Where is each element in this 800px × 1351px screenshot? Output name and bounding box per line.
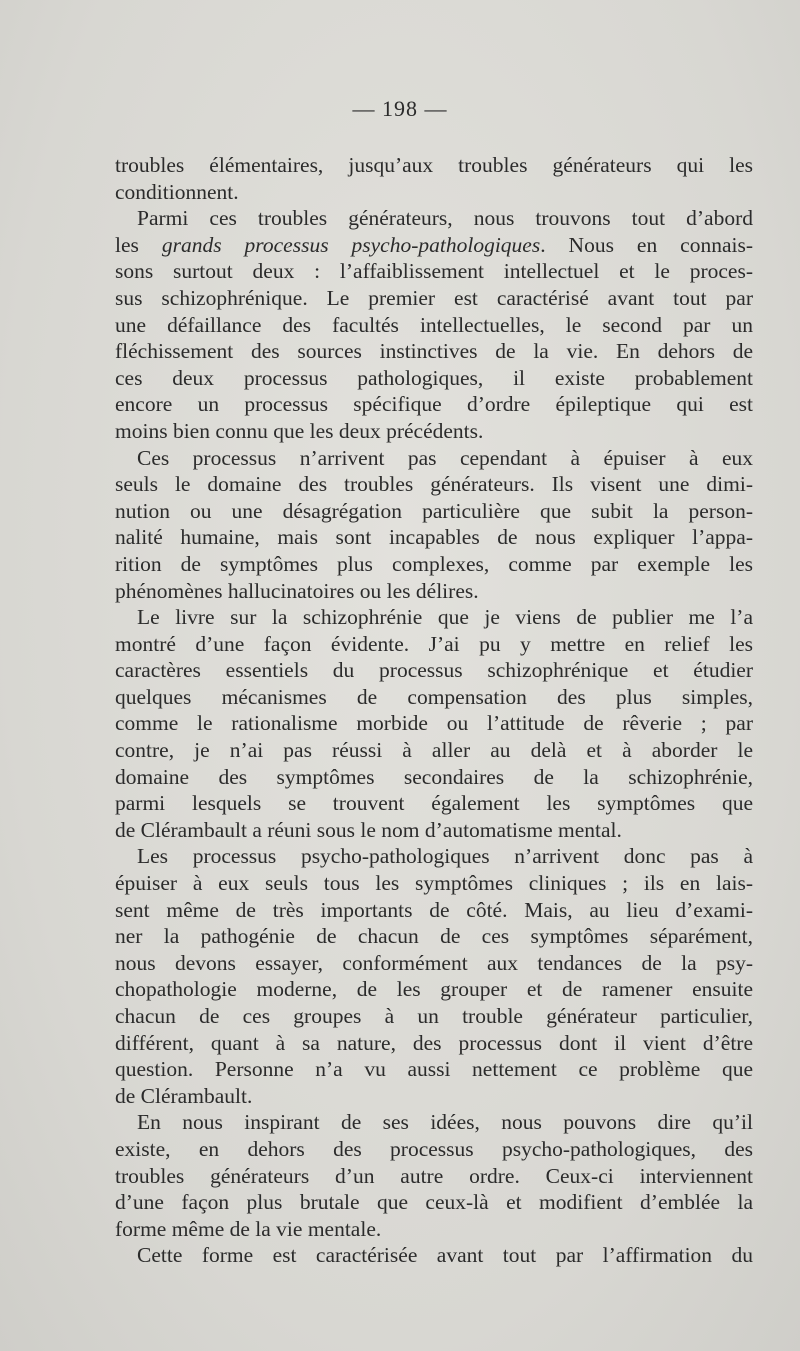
text-line: épuiser à eux seuls tous les symptômes cliniques ; ils en lais- xyxy=(115,871,753,896)
text-line: chopathologie moderne, de les grouper et de ramener ensuite xyxy=(115,977,753,1002)
text-line: seuls le domaine des troubles générateurs. Ils visent une dimi- xyxy=(115,472,753,497)
text-line: encore un processus spécifique d’ordre épileptique qui est xyxy=(115,392,753,417)
text-line: Ces processus n’arrivent pas cependant à épuiser à eux xyxy=(137,445,753,470)
text-line: phénomènes hallucinatoires ou les délires. xyxy=(115,578,479,603)
text-line: sent même de très importants de côté. Mais, au lieu d’exami- xyxy=(115,897,753,922)
text-line: Parmi ces troubles générateurs, nous trouvons tout d’abord xyxy=(137,206,753,231)
text-line: comme le rationalisme morbide ou l’attitude de rêverie ; par xyxy=(115,711,753,736)
italic-phrase: grands processus psycho-pathologiques xyxy=(161,232,541,257)
text-line: question. Personne n’a vu aussi nettement ce problème que xyxy=(115,1057,753,1082)
text-line: une défaillance des facultés intellectuelles, le second par un xyxy=(115,312,753,337)
text-line: En nous inspirant de ses idées, nous pouvons dire qu’il xyxy=(137,1110,753,1135)
text-line: chacun de ces groupes à un trouble générateur particulier, xyxy=(115,1004,753,1028)
text-line: moins bien connu que les deux précédents. xyxy=(115,418,484,443)
text-line: fléchissement des sources instinctives de la vie. En dehors de xyxy=(115,339,753,364)
text-line xyxy=(115,232,753,259)
text-segment: . Nous en connais- xyxy=(540,232,753,257)
text-line: nution ou une désagrégation particulière que subit la person- xyxy=(115,498,753,523)
text-line: rition de symptômes plus complexes, comme par exemple les xyxy=(115,551,753,576)
text-segment: les xyxy=(115,232,162,257)
text-line: sons surtout deux : l’affaiblissement intellectuel et le proces- xyxy=(115,259,753,284)
text-line: ner la pathogénie de chacun de ces symptômes séparément, xyxy=(115,924,753,949)
text-line: d’une façon plus brutale que ceux-là et modifient d’emblée la xyxy=(115,1190,753,1215)
text-line: de Clérambault. xyxy=(115,1083,253,1108)
text-line: Cette forme est caractérisée avant tout par l’affirmation du xyxy=(137,1243,753,1268)
text-line: forme même de la vie mentale. xyxy=(115,1216,382,1241)
text-line: de Clérambault a réuni sous le nom d’automatisme mental. xyxy=(115,817,622,842)
text-line: nous devons essayer, conformément aux tendances de la psy- xyxy=(115,950,753,975)
text-line: sus schizophrénique. Le premier est caractérisé avant tout par xyxy=(115,285,753,310)
text-line: différent, quant à sa nature, des processus dont il vient d’être xyxy=(115,1030,753,1055)
text-line: nalité humaine, mais sont incapables de nous expliquer l’appa- xyxy=(115,525,753,550)
text-line: existe, en dehors des processus psycho-pathologiques, des xyxy=(115,1136,753,1161)
text-line: quelques mécanismes de compensation des plus simples, xyxy=(115,684,753,709)
text-line: montré d’une façon évidente. J’ai pu y mettre en relief les xyxy=(115,631,753,656)
text-line: ces deux processus pathologiques, il existe probablement xyxy=(115,365,753,390)
body-text xyxy=(115,152,753,1269)
text-line: Le livre sur la schizophrénie que je viens de publier me l’a xyxy=(137,605,753,630)
text-line: Les processus psycho-pathologiques n’arrivent donc pas à xyxy=(137,844,753,869)
text-line: troubles générateurs d’un autre ordre. Ceux-ci interviennent xyxy=(115,1163,753,1188)
text-line: troubles élémentaires, jusqu’aux troubles générateurs qui les xyxy=(115,153,753,177)
text-line: parmi lesquels se trouvent également les symptômes que xyxy=(115,791,753,816)
text-line: contre, je n’ai pas réussi à aller au delà et à aborder le xyxy=(115,738,753,763)
text-line: domaine des symptômes secondaires de la schizophrénie, xyxy=(115,764,753,789)
page-number: — 198 — xyxy=(352,96,448,121)
text-line: caractères essentiels du processus schizophrénique et étudier xyxy=(115,658,753,683)
text-line: conditionnent. xyxy=(115,179,239,204)
